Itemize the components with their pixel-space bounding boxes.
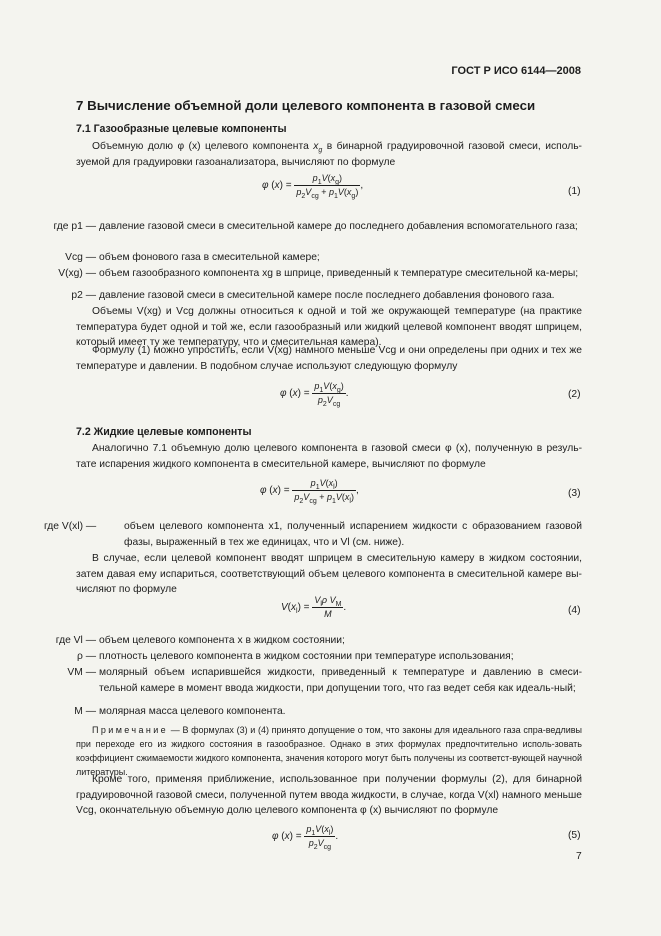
paragraph-simplify: Формулу (1) можно упростить, если V(xg) намного меньше Vcg и они определены при одних и тех же температуре и давлении. В подобном случае используют следующую формулу	[76, 345, 582, 372]
p1-part-a: Объемную долю φ (x) целевого компонента	[92, 141, 314, 152]
formula-5-number: (5)	[568, 830, 581, 841]
paragraph-7-2-intro: Аналогично 7.1 объемную долю целевого компонента в газовой смеси φ (x), полученную в резуль-тате испарения жидкого компонента в смесительной камере, вычисляют по формуле	[76, 443, 582, 470]
formula-2-number: (2)	[568, 389, 581, 400]
formula-3: φ (x) = $\frac{p_1V(x_l)}{p_2V_{cg} + p_1V(x_l)}$ ,	[260, 478, 359, 505]
paragraph-volumes: Объемы V(xg) и Vcg должны относиться к одной и той же окружающей температуре (на практике температура будет одной и той же, если газообразный или жидкий целевой компонент вводят шприцем, который имеет ту же температуру, что и смесительная камера).	[76, 306, 582, 349]
definition-vxl: где V(xl) — объем целевого компонента x1, полученный испарением жидкости с образованием газовой фазы, выраженный в тех же единицах, что и Vl (см. ниже).	[44, 521, 582, 548]
p1-part-b: в бинарной градуировочной газовой смеси, исполь-зуемой для градуировки газоанализатора, вычисляют по формуле	[76, 141, 582, 168]
formula-4: $V(x_l)$ = $\frac{V_l\rho V_M}{M}$ .	[281, 595, 347, 619]
definition-vm: VM — молярный объем испарившейся жидкости, приведенный к температуре и давлению в смеси-тельной камере в момент ввода жидкости, при допущении того, что газ ведет себя как идеаль-ный;	[67, 667, 582, 694]
doc-id: ГОСТ Р ИСО 6144—2008	[451, 65, 581, 77]
definition-m: M — молярная масса целевого компонента.	[74, 706, 286, 717]
note-text: — В формулах (3) и (4) принято допущение о том, что законы для идеального газа спра-ведливы при переходе его из жидкого состояния в газообразное. Однако в этих формулах предпочтительно исполь-зовать коэффициент сжимаемости жидкого компонента, значения которого могут быть получены из соответст-вующей научной литературы.	[76, 725, 582, 777]
formula-3-number: (3)	[568, 488, 581, 499]
formula-1: φ (x) = $\frac{p_1V(x_g)}{p_2V_{cg} + p_1V(x_g)}$ ,	[262, 173, 364, 200]
subsection-7-2-title: 7.2 Жидкие целевые компоненты	[76, 426, 252, 438]
definition-p2: p2 — давление газовой смеси в смесительной камере после последнего добавления фонового газа.	[71, 290, 555, 301]
paragraph-7-1-intro: Объемную долю φ (x) целевого компонента $x_g$ в бинарной градуировочной газовой смеси, исполь-зуемой для градуировки газоанализатора, вычисляют по формуле	[76, 141, 582, 168]
definition-vcg: Vcg — объем фонового газа в смесительной камере;	[65, 252, 320, 263]
note	[76, 723, 582, 779]
page-number: 7	[576, 851, 582, 862]
note-label: Примечание	[92, 725, 169, 735]
formula-2: φ (x) = $\frac{p_1V(x_g)}{p_2V_{cg}}$ .	[280, 381, 349, 408]
subsection-7-1-title: 7.1 Газообразные целевые компоненты	[76, 123, 287, 135]
formula-1-number: (1)	[568, 186, 581, 197]
definition-vxg: V(xg) — объем газообразного компонента xg в шприце, приведенный к температуре смесительной ка-меры;	[58, 268, 579, 279]
formula-4-number: (4)	[568, 605, 581, 616]
paragraph-syringe: В случае, если целевой компонент вводят шприцем в смесительную камеру в жидком состоянии, затем давая ему испариться, соответствующий объем целевого компонента в смесительной камере вы-числяют по формуле	[76, 553, 582, 596]
definition-p1: где p1 — давление газовой смеси в смесительной камере до последнего добавления вспомогательного газа;	[53, 221, 578, 232]
formula-5: φ (x) = $\frac{p_1V(x_l)}{p_2V_{cg}}$ .	[272, 824, 339, 851]
definition-rho: ρ — плотность целевого компонента в жидком состоянии при температуре использования;	[76, 651, 514, 662]
paragraph-approximation: Кроме того, применяя приближение, использованное при получении формулы (2), для бинарной градуировочной газовой смеси, полученной путем ввода жидкости, в случае, когда V(xl) намного меньше Vcg, окончательную объемную долю целевого компонента φ (x) вычисляют по формуле	[76, 774, 582, 817]
definition-vl: где Vl — объем целевого компонента x в жидком состоянии;	[55, 635, 345, 646]
section-title: 7 Вычисление объемной доли целевого компонента в газовой смеси	[76, 98, 536, 113]
